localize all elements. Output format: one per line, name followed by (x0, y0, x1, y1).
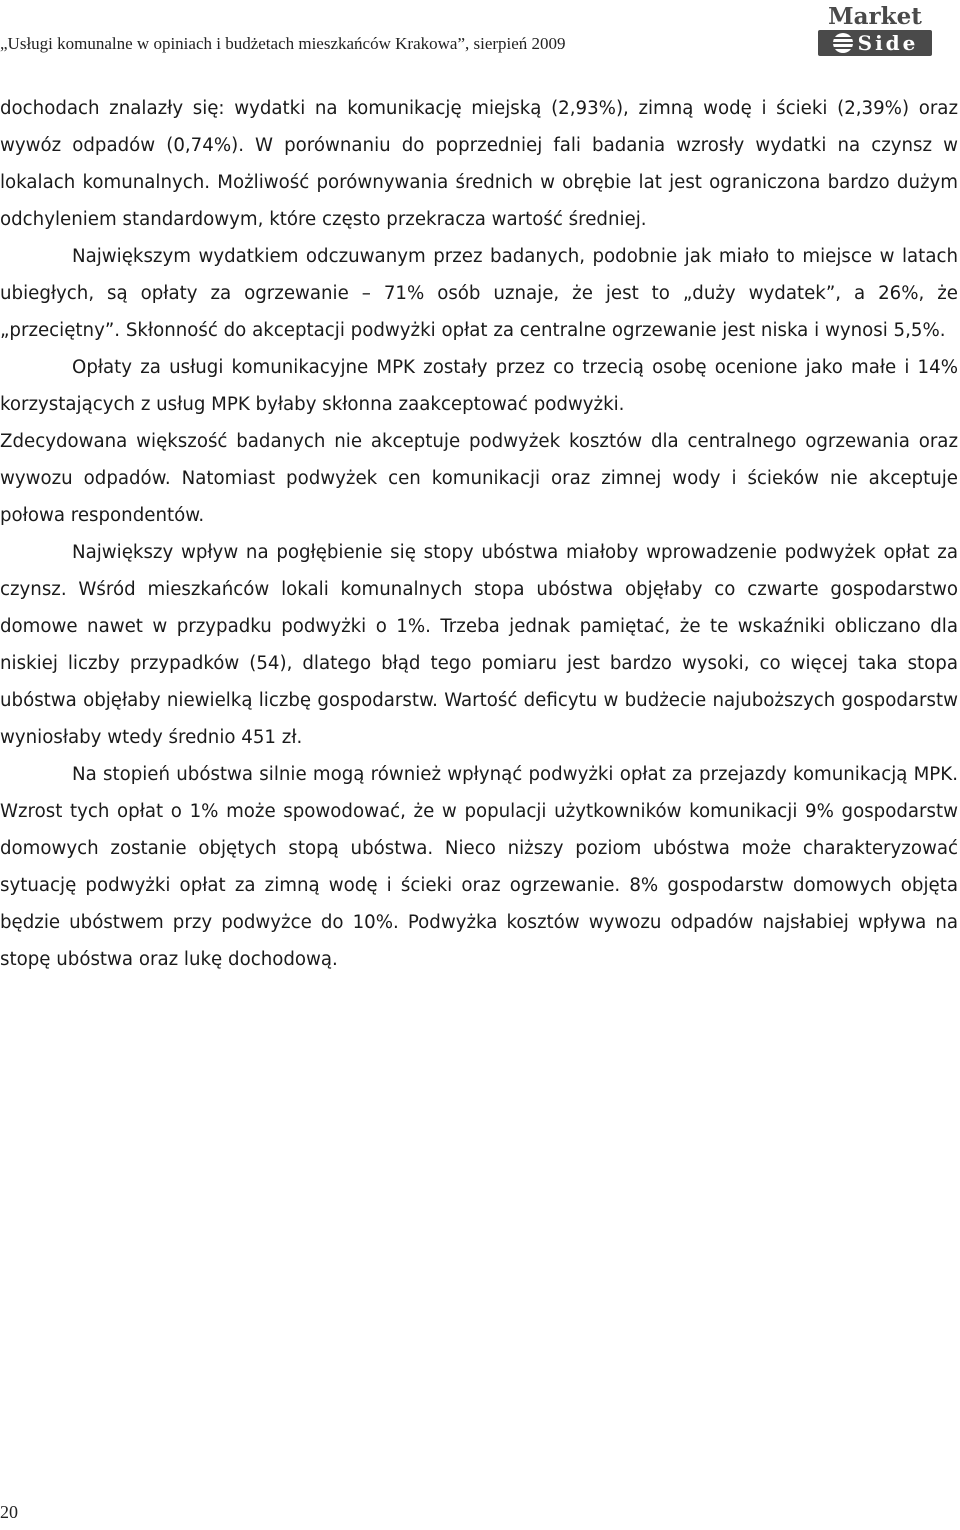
market-side-logo (818, 3, 932, 58)
globe-icon (832, 32, 854, 54)
report-title: „Usługi komunalne w opiniach i budżetach mieszkańców Krakowa”, sierpień 2009 (0, 34, 566, 53)
page-number: 20 (0, 1502, 18, 1522)
logo-word-market: Market (828, 3, 922, 30)
paragraph: Największym wydatkiem odczuwanym przez badanych, podobnie jak miało to miejsce w latach ubiegłych, są opłaty za ogrzewanie – 71% osób uznaje, że jest to „duży wydatek”, a 26%, że „przeciętny”. Skłonność do akceptacji podwyżki opłat za centralne ogrzewanie jest niska i wynosi 5,5%. (0, 246, 958, 341)
paragraph: Największy wpływ na pogłębienie się stopy ubóstwa miałoby wprowadzenie podwyżek opłat za czynsz. Wśród mieszkańców lokali komunalnych stopa ubóstwa objęłaby co czwarte gospodarstwo domowe nawet w przypadku podwyżki o 1%. Trzeba jednak pamiętać, że te wskaźniki obliczano dla niskiej liczby przypadków (54), dlatego błąd tego pomiaru jest bardzo wysoki, co więcej taka stopa ubóstwa objęłaby niewielką liczbę gospodarstw. Wartość deficytu w budżecie najuboższych gospodarstw wyniosłaby wtedy średnio 451 zł. (0, 542, 958, 748)
paragraph: Opłaty za usługi komunikacyjne MPK zostały przez co trzecią osobę ocenione jako małe i 14% korzystających z usług MPK byłaby skłonna zaakceptować podwyżki. (0, 357, 958, 415)
report-body (0, 90, 958, 978)
logo-word-side: Side (857, 31, 919, 55)
paragraph: Zdecydowana większość badanych nie akceptuje podwyżek kosztów dla centralnego ogrzewania oraz wywozu odpadów. Natomiast podwyżek cen komunikacji oraz zimnej wody i ścieków nie akceptuje połowa respondentów. (0, 431, 958, 526)
paragraph: Na stopień ubóstwa silnie mogą również wpłynąć podwyżki opłat za przejazdy komunikacją MPK. Wzrost tych opłat o 1% może spowodować, że w populacji użytkowników komunikacji 9% gospodarstw domowych zostanie objętych stopą ubóstwa. Nieco niższy poziom ubóstwa może charakteryzować sytuację podwyżki opłat za zimną wodę i ścieki oraz ogrzewanie. 8% gospodarstw domowych objęta będzie ubóstwem przy podwyżce do 10%. Podwyżka kosztów wywozu odpadów najsłabiej wpływa na stopę ubóstwa oraz lukę dochodową. (0, 764, 958, 970)
logo-bottom-band (818, 30, 932, 56)
page-header (0, 0, 960, 64)
paragraph: dochodach znalazły się: wydatki na komunikację miejską (2,93%), zimną wodę i ścieki (2,39%) oraz wywóz odpadów (0,74%). W porównaniu do poprzedniej fali badania wzrosły wydatki na czynsz w lokalach komunalnych. Możliwość porównywania średnich w obrębie lat jest ograniczona bardzo dużym odchyleniem standardowym, które często przekracza wartość średniej. (0, 98, 958, 230)
